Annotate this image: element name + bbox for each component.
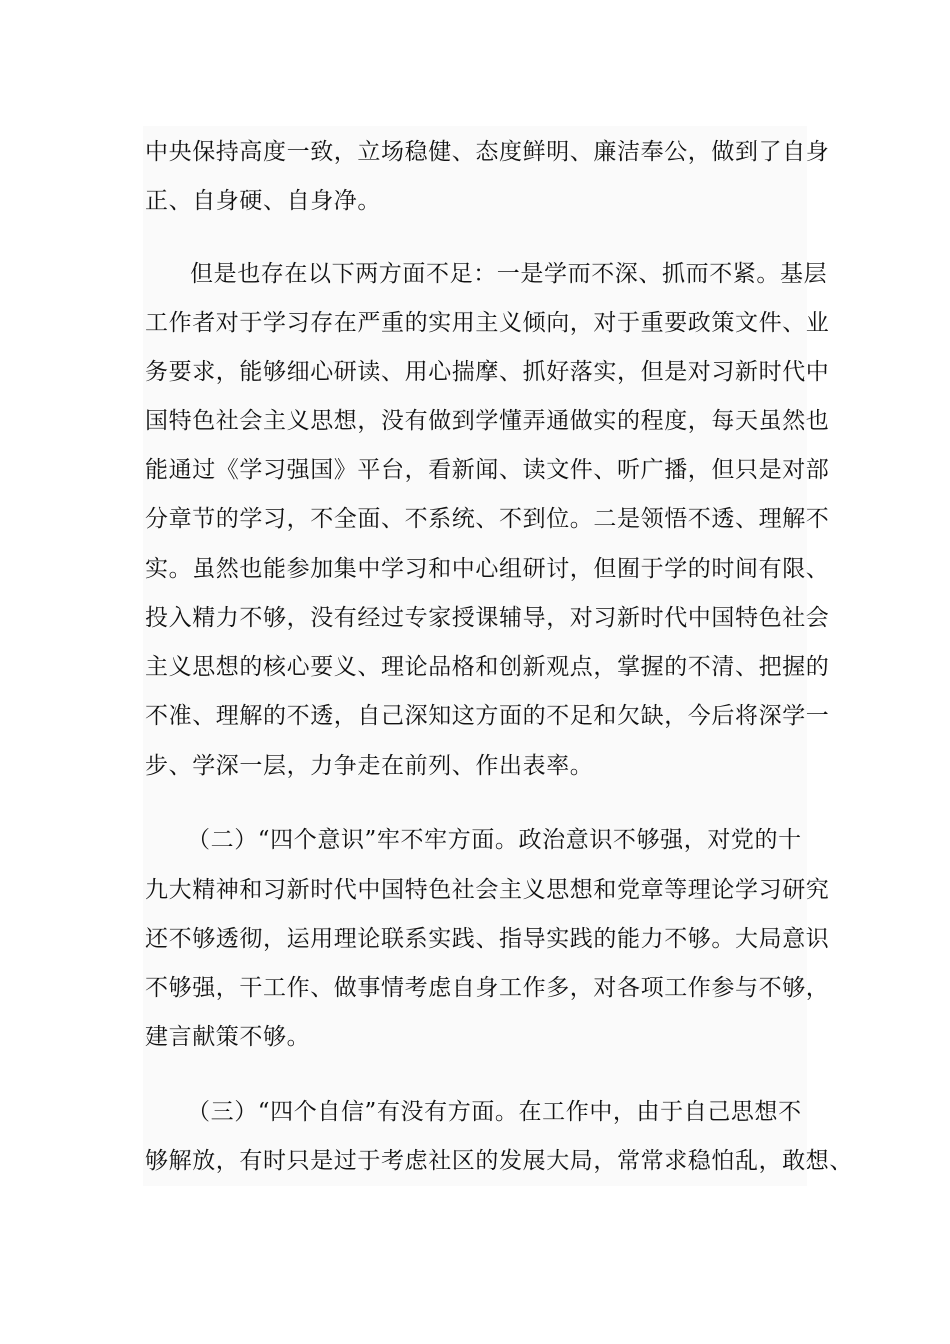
text-line-15: 九大精神和习新时代中国特色社会主义思想和党章等理论学习研究 xyxy=(145,877,830,903)
text-line-18: 建言献策不够。 xyxy=(145,1024,311,1050)
text-line-2: 正、自身硬、自身净。 xyxy=(145,188,381,214)
text-line-1: 中央保持高度一致，立场稳健、态度鲜明、廉洁奉公，做到了自身 xyxy=(145,139,830,165)
text-line-7: 能通过《学习强国》平台，看新闻、读文件、听广播，但只是对部 xyxy=(145,457,830,483)
text-line-9: 实。虽然也能参加集中学习和中心组研讨，但囿于学的时间有限、 xyxy=(145,556,830,582)
text-line-4: 工作者对于学习存在严重的实用主义倾向，对于重要政策文件、业 xyxy=(145,310,830,336)
text-line-17: 不够强，干工作、做事情考虑自身工作多，对各项工作参与不够， xyxy=(145,975,830,1001)
text-line-19: （三）“四个自信”有没有方面。在工作中，由于自己思想不 xyxy=(187,1099,802,1125)
text-line-6: 国特色社会主义思想，没有做到学懂弄通做实的程度，每天虽然也 xyxy=(145,408,830,434)
text-line-20: 够解放，有时只是过于考虑社区的发展大局，常常求稳怕乱，敢想、 xyxy=(145,1148,853,1174)
text-line-10: 投入精力不够，没有经过专家授课辅导，对习新时代中国特色社会 xyxy=(145,605,830,631)
text-line-8: 分章节的学习，不全面、不系统、不到位。二是领悟不透、理解不 xyxy=(145,506,830,532)
text-line-13: 步、学深一层，力争走在前列、作出表率。 xyxy=(145,753,594,779)
text-line-14: （二）“四个意识”牢不牢方面。政治意识不够强，对党的十 xyxy=(187,827,802,853)
text-line-11: 主义思想的核心要义、理论品格和创新观点，掌握的不清、把握的 xyxy=(145,654,830,680)
text-line-16: 还不够透彻，运用理论联系实践、指导实践的能力不够。大局意识 xyxy=(145,926,830,952)
text-line-3: 但是也存在以下两方面不足：一是学而不深、抓而不紧。基层 xyxy=(190,261,828,287)
text-line-12: 不准、理解的不透，自己深知这方面的不足和欠缺，今后将深学一 xyxy=(145,703,830,729)
document-text-block xyxy=(143,126,853,1186)
text-line-5: 务要求，能够细心研读、用心揣摩、抓好落实，但是对习新时代中 xyxy=(145,359,830,385)
